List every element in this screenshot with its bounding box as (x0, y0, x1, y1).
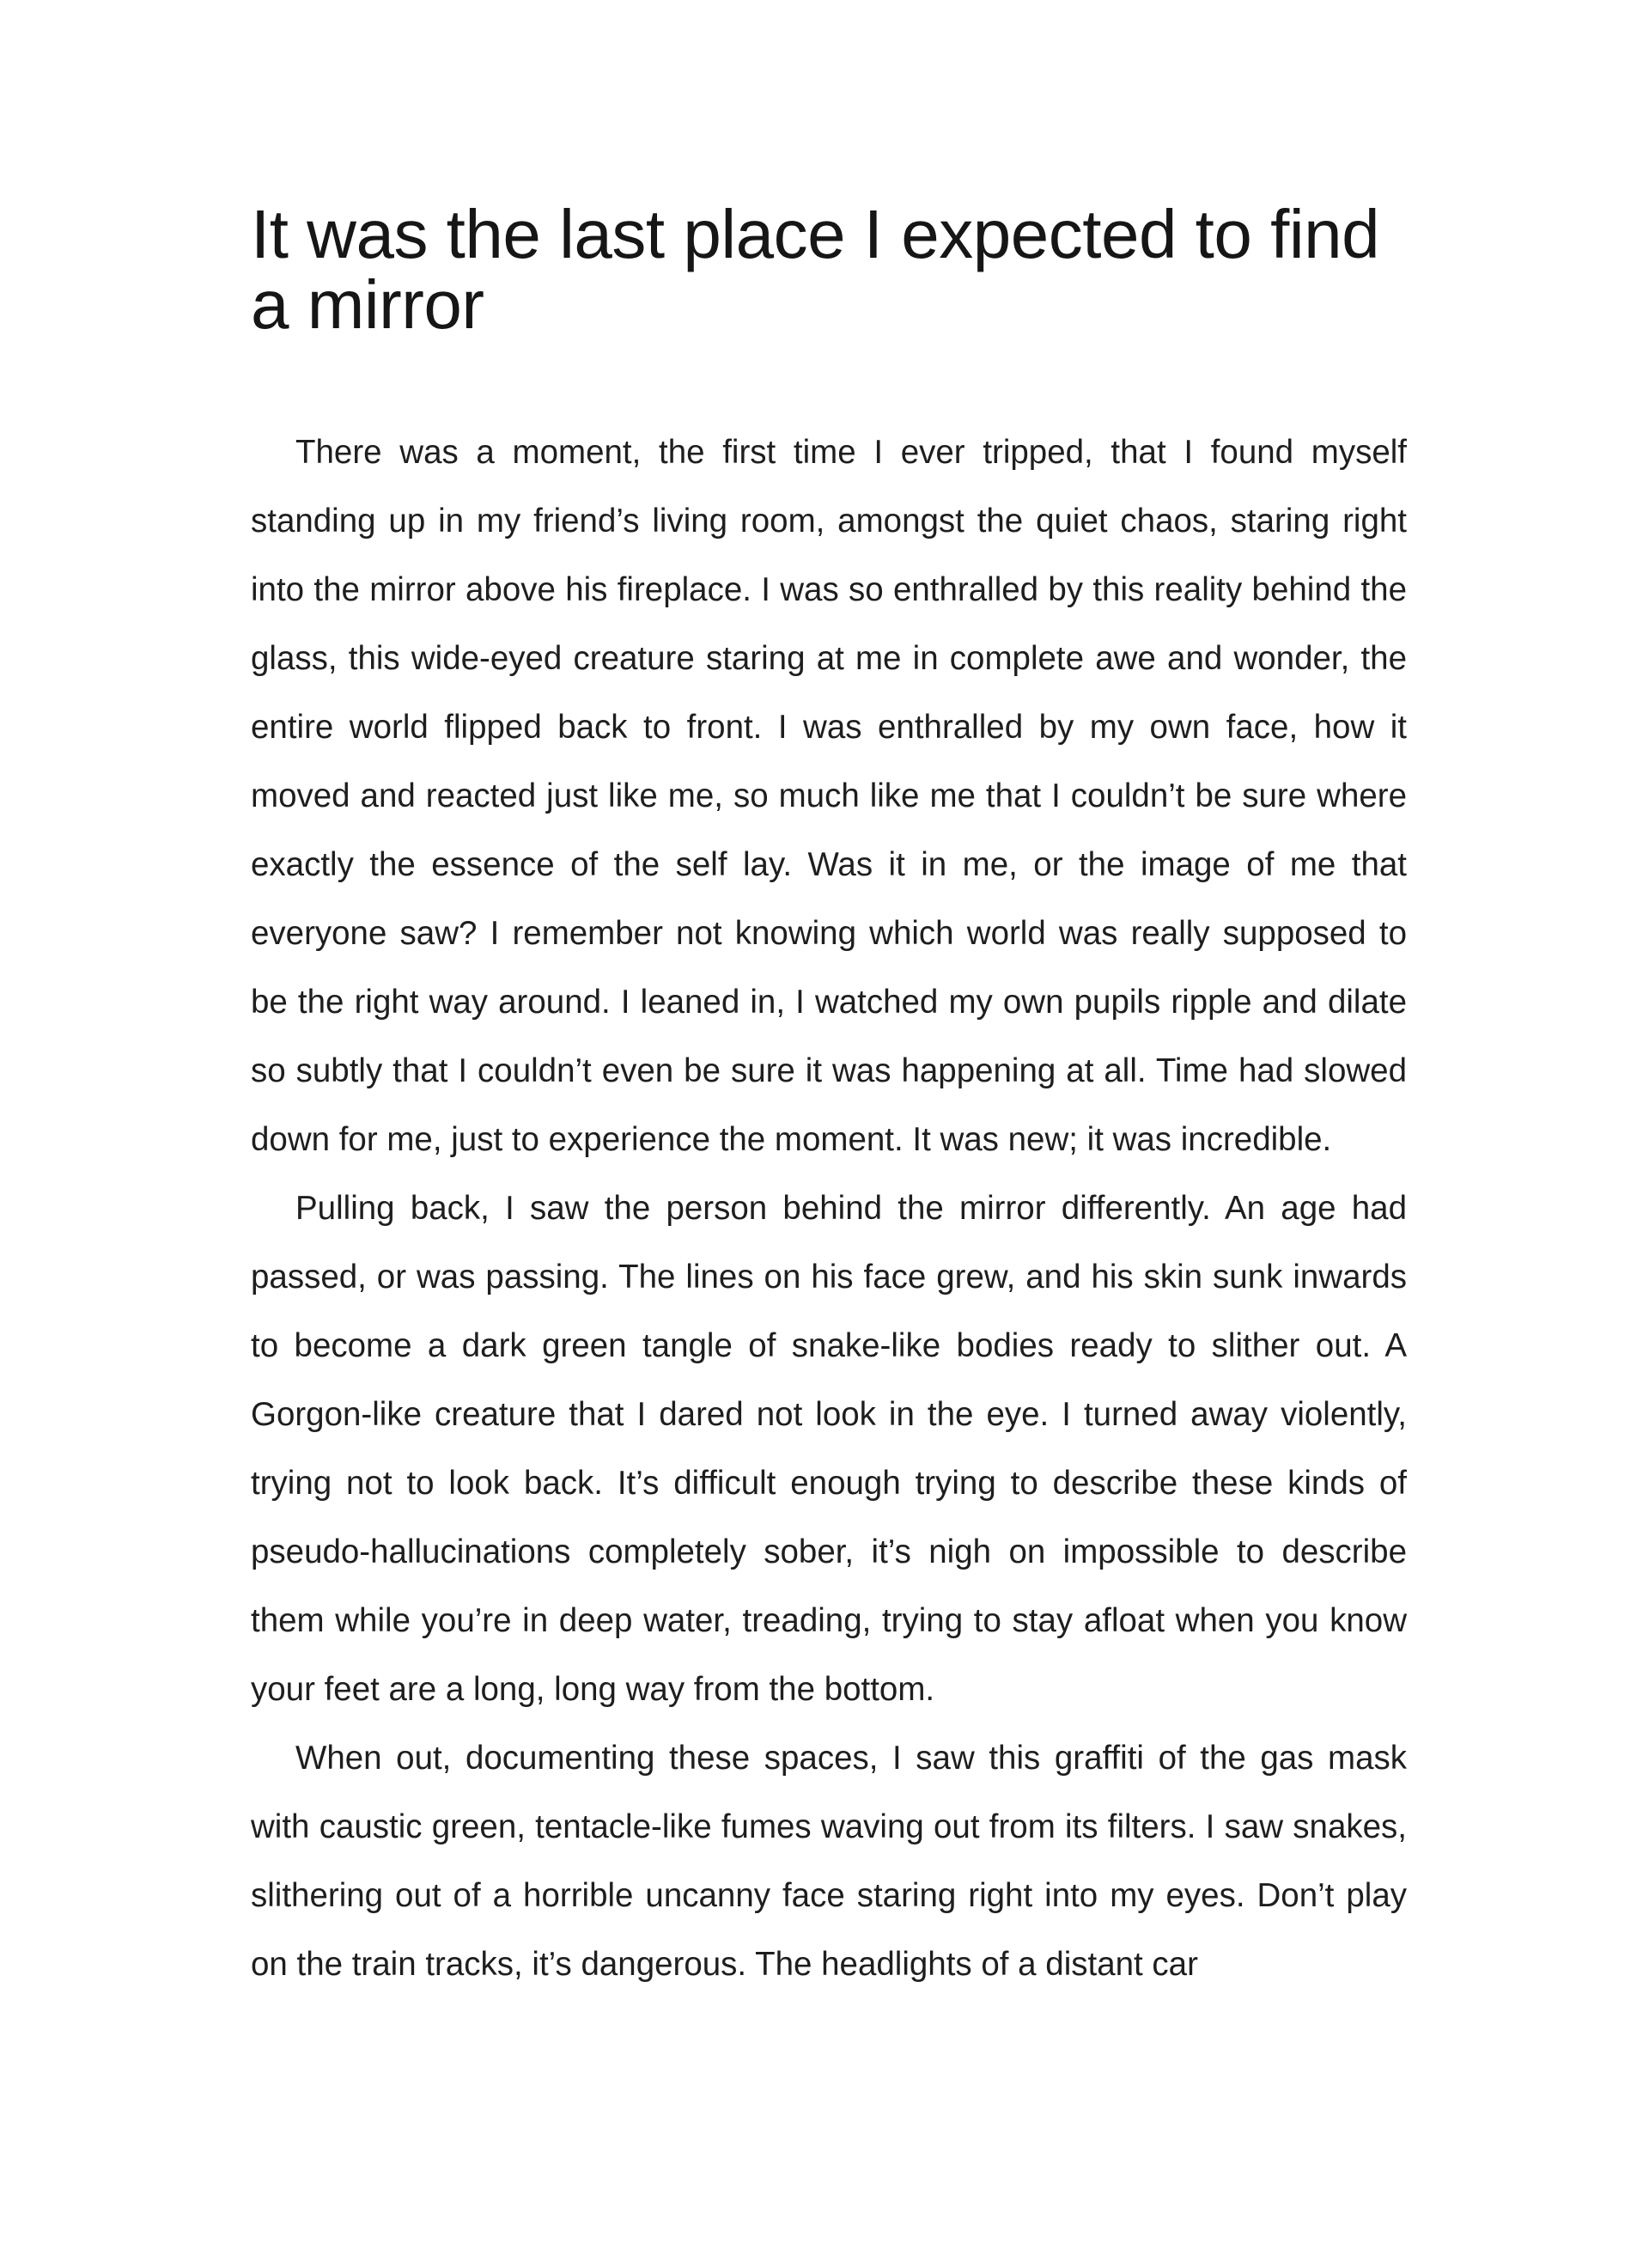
article (251, 196, 1407, 1999)
article-title: It was the last place I expected to find a mirror (251, 196, 1380, 343)
paragraph-3: When out, documenting these spaces, I saw this graffiti of the gas mask with caustic green, tentacle-like fumes waving out from its filters. I saw snakes, slithering out of a horrible uncanny face staring right into my eyes. Don’t play on the train tracks, it’s dangerous. The headlights of a distant car (251, 1740, 1407, 1983)
article-body (251, 418, 1407, 1999)
paragraph-1: There was a moment, the first time I ever tripped, that I found myself standing up in my friend’s living room, amongst the quiet chaos, staring right into the mirror above his fireplace. I was so enthralled by this reality behind the glass, this wide-eyed creature staring at me in complete awe and wonder, the entire world flipped back to front. I was enthralled by my own face, how it moved and reacted just like me, so much like me that I couldn’t be sure where exactly the essence of the self lay. Was it in me, or the image of me that everyone saw? I remember not knowing which world was really supposed to be the right way around. I leaned in, I watched my own pupils ripple and dilate so subtly that I couldn’t even be sure it was happening at all. Time had slowed down for me, just to experience the moment. It was new; it was incredible. (251, 434, 1407, 1158)
paragraph-2: Pulling back, I saw the person behind the mirror differently. An age had passed, or was passing. The lines on his face grew, and his skin sunk inwards to become a dark green tangle of snake-like bodies ready to slither out. A Gorgon-like creature that I dared not look in the eye. I turned away violently, trying not to look back. It’s difficult enough trying to describe these kinds of pseudo-hallucinations completely sober, it’s nigh on impossible to describe them while you’re in deep water, treading, trying to stay afloat when you know your feet are a long, long way from the bottom. (251, 1190, 1407, 1708)
